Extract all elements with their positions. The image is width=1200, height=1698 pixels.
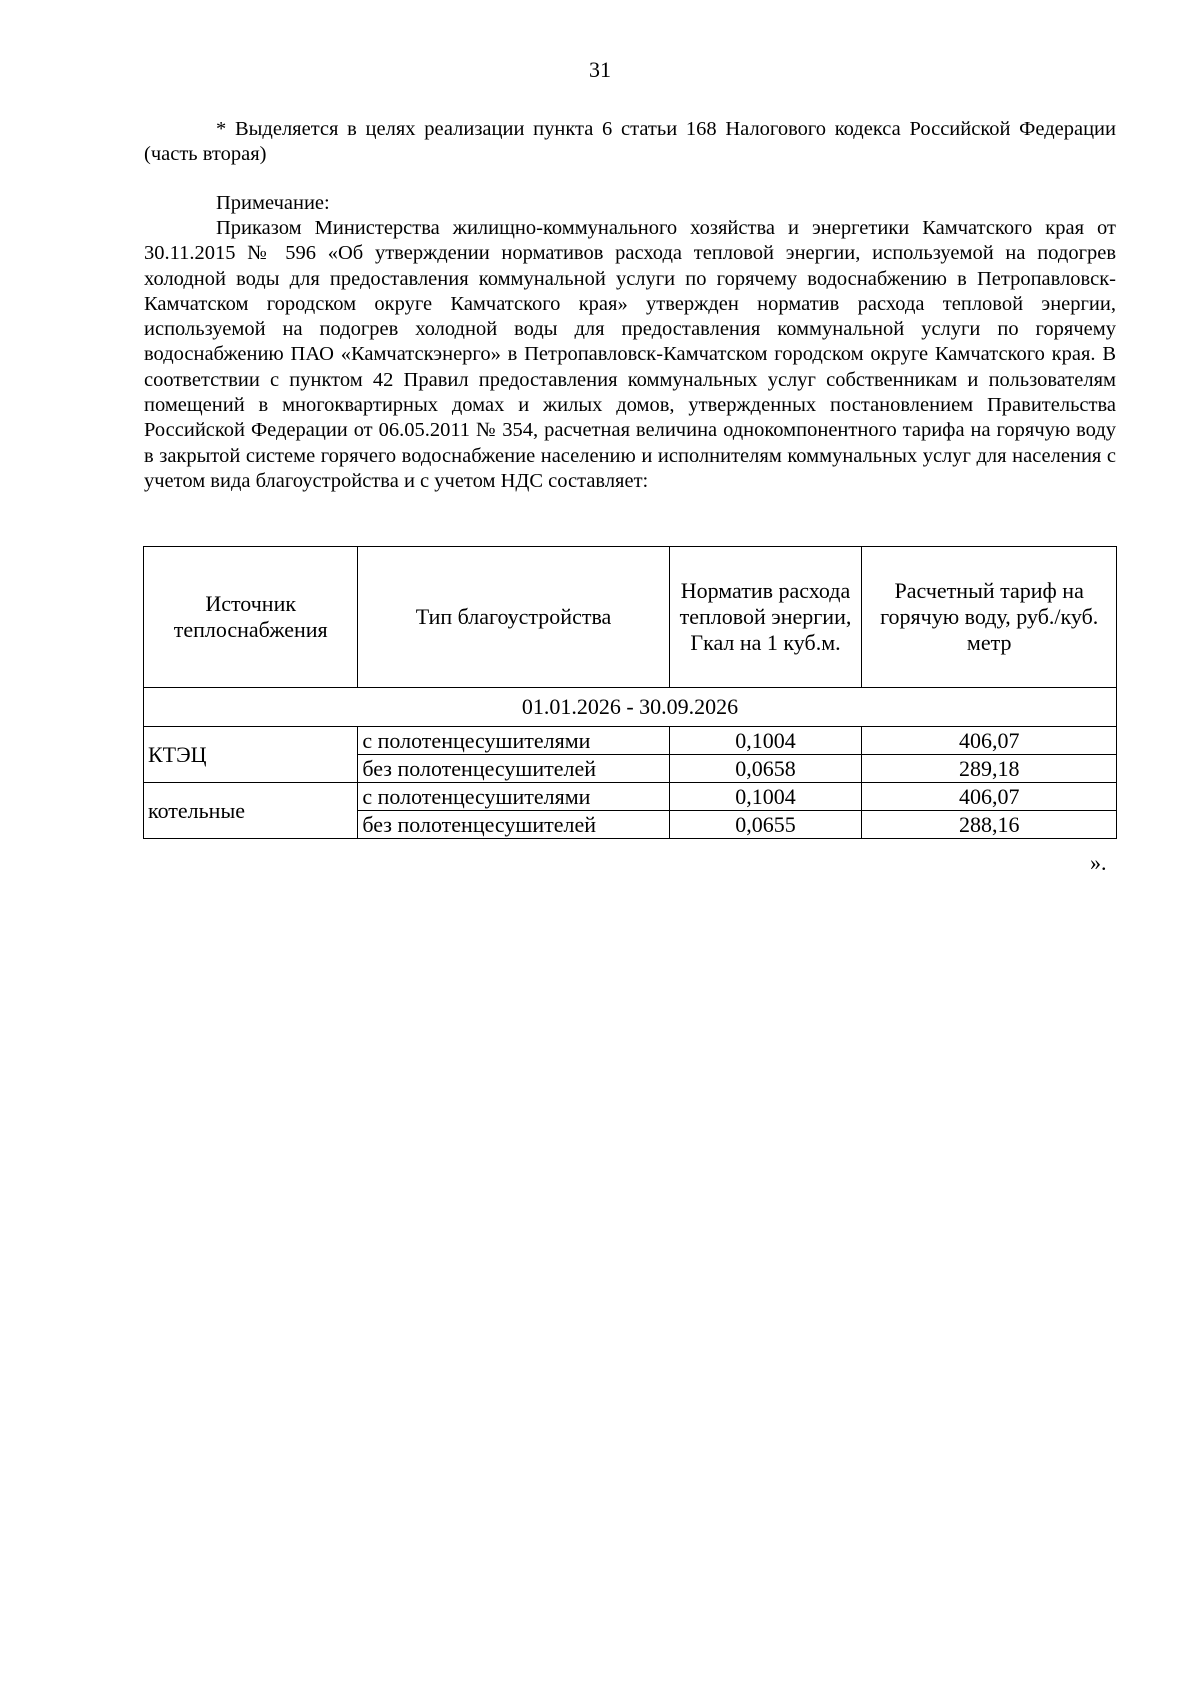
table-header-row	[144, 547, 1117, 688]
period-cell: 01.01.2026 - 30.09.2026	[144, 688, 1117, 727]
header-norm: Норматив расхода тепловой энергии, Гкал на 1 куб.м.	[669, 547, 862, 688]
period-row	[144, 688, 1117, 727]
header-source: Источник теплоснабжения	[144, 547, 358, 688]
table-row	[144, 727, 1117, 755]
tariff-cell: 288,16	[862, 811, 1117, 839]
norm-cell: 0,1004	[669, 727, 862, 755]
source-cell: котельные	[144, 783, 358, 839]
type-cell: с полотенцесушителями	[358, 727, 669, 755]
closing-quote: ».	[1090, 850, 1107, 875]
type-cell: без полотенцесушителей	[358, 811, 669, 839]
table-row	[144, 783, 1117, 811]
note-body: Приказом Министерства жилищно-коммунального хозяйства и энергетики Камчатского края от 30.11.2015 № 596 «Об утверждении нормативов расхода тепловой энергии, используемой на подогрев холодной воды для предоставления коммунальной услуги по горячему водоснабжению в Петропавловск-Камчатском городском округе Камчатского края» утвержден норматив расхода тепловой энергии, используемой на подогрев холодной воды для предоставления коммунальной услуги по горячему водоснабжению ПАО «Камчатскэнерго» в Петропавловск-Камчатском городском округе Камчатского края. В соответствии с пунктом 42 Правил предоставления коммунальных услуг собственникам и пользователям помещений в многоквартирных домах и жилых домов, утвержденных постановлением Правительства Российской Федерации от 06.05.2011 № 354, расчетная величина однокомпонентного тарифа на горячую воду в закрытой системе горячего водоснабжение населению и исполнителям коммунальных услуг для населения с учетом вида благоустройства и с учетом НДС составляет:	[144, 217, 1116, 492]
note-heading: Примечание:	[216, 192, 330, 214]
norm-cell: 0,0658	[669, 755, 862, 783]
header-type: Тип благоустройства	[358, 547, 669, 688]
type-cell: с полотенцесушителями	[358, 783, 669, 811]
tariff-table	[143, 546, 1117, 839]
tariff-cell: 289,18	[862, 755, 1117, 783]
tariff-cell: 406,07	[862, 727, 1117, 755]
tariff-cell: 406,07	[862, 783, 1117, 811]
header-tariff: Расчетный тариф на горячую воду, руб./куб. метр	[862, 547, 1117, 688]
source-cell: КТЭЦ	[144, 727, 358, 783]
norm-cell: 0,1004	[669, 783, 862, 811]
page-number: 31	[589, 57, 611, 82]
norm-cell: 0,0655	[669, 811, 862, 839]
footnote: * Выделяется в целях реализации пункта 6 статьи 168 Налогового кодекса Российской Федерации (часть вторая)	[144, 118, 1116, 166]
type-cell: без полотенцесушителей	[358, 755, 669, 783]
